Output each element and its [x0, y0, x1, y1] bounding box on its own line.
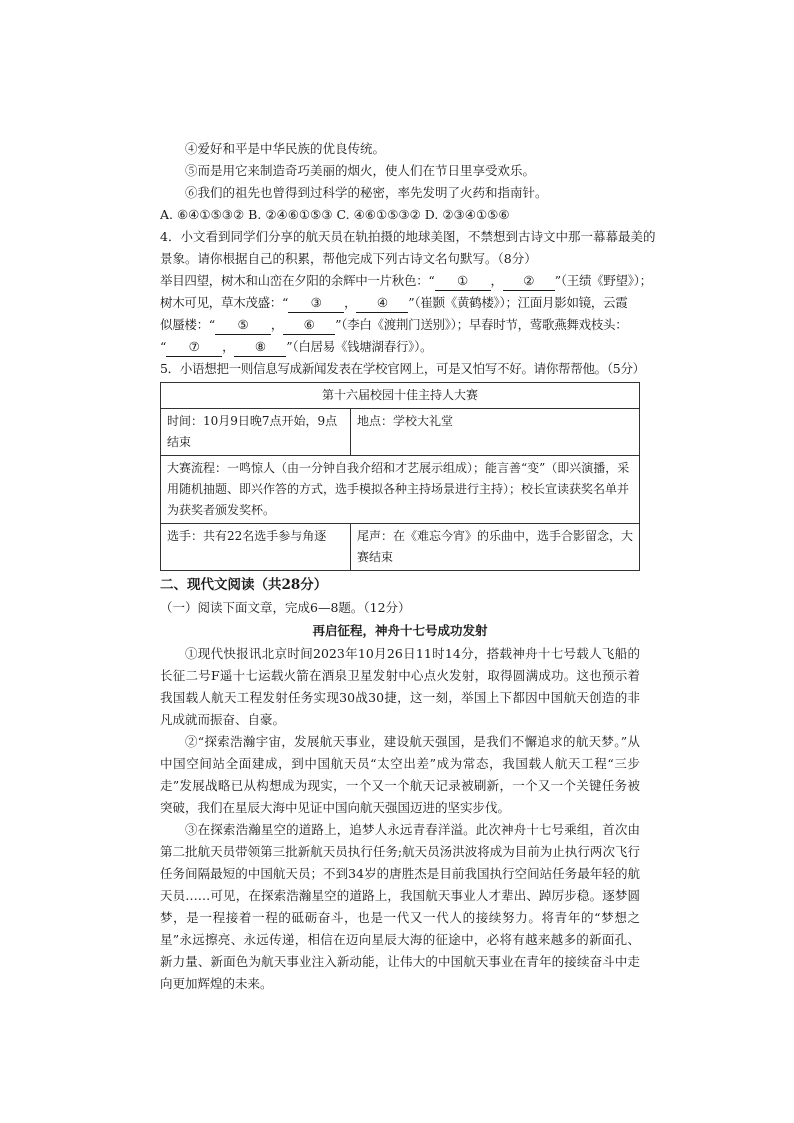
dictation-line-3: [160, 314, 640, 336]
option-line: ⑤而是用它来制造奇巧美丽的烟火，使人们在节日里享受欢乐。: [185, 163, 536, 178]
dictation-text: 似蜃楼：“: [160, 317, 215, 332]
section-heading: 二、现代文阅读（共28分）: [160, 577, 328, 593]
dictation-source: ”（白居易《钱塘湖春行》）。: [286, 339, 433, 354]
dictation-source: ”（王绩《野望》）；: [554, 273, 652, 288]
comma: ，: [270, 317, 284, 332]
dictation-text: 树木可见，草木茂盛：“: [160, 295, 289, 310]
article-title: 再启征程，神舟十七号成功发射: [312, 623, 488, 638]
article-paragraph-3: ③在探索浩瀚星空的道路上，追梦人永远青春洋溢。此次神舟十七号乘组，首次由第二批航天员带领第三批新航天员执行任务;航天员汤洪波将成为目前为止执行两次飞行任务间隔最短的中国航天员；不到34岁的唐胜杰是目前我国执行空间站任务最年轻的航天员……可见，在探索浩瀚星空的道路上，我国航天事业人才辈出、踔厉步稳。逐梦圆梦，是一程接着一程的砥砺奋斗，也是一代又一代人的接续努力。将青年的“梦想之星”永远擦亮、永远传递，相信在迈向星辰大海的征途中，必将有越来越多的新面孔、新力量、新面色为航天事业注入新动能，让伟大的中国航天事业在青年的接续奋斗中走向更加辉煌的未来。: [160, 822, 640, 991]
dictation-blank-3[interactable]: ③: [288, 294, 344, 313]
table-cell-process: 大赛流程：一鸣惊人（由一分钟自我介绍和才艺展示组成）；能言善“变”（即兴演播，采用随机抽题、即兴作答的方式，选手模拟各种主持场景进行主持）；校长宣读获奖名单并为获奖者颁发奖杯。: [161, 456, 640, 524]
q5-prompt: 5．小语想把一则信息写成新闻发表在学校官网上，可是又怕写不好。请你帮帮他。（5分）: [160, 361, 645, 376]
dictation-blank-5[interactable]: ⑤: [215, 316, 271, 335]
comma: ，: [490, 273, 503, 288]
dictation-blank-8[interactable]: ⑧: [234, 338, 286, 357]
article-paragraph-2: ②“探索浩瀚宇宙，发展航天事业，建设航天强国，是我们不懈追求的航天梦。”从中国空间站全面建成，到中国航天员“太空出差”成为常态，我国载人航天工程“三步走”发展战略已从构想成为现实，一个又一个航天记录被刷新，一个又一个关键任务被突破，我们在星辰大海中见证中国向航天强国迈进的坚实步伐。: [160, 734, 640, 815]
q4-prompt-line: 4．小文看到同学们分享的航天员在轨拍摄的地球美图，不禁想到古诗文中那一幕幕最美的: [160, 229, 656, 244]
dictation-text: “: [160, 339, 167, 354]
table-cell-ending: 尾声：在《难忘今宵》的乐曲中，选手合影留念，大赛结束: [351, 524, 640, 571]
q4-prompt-line: 景象。请你根据自己的积累，帮他完成下列古诗文名句默写。（8分）: [160, 251, 537, 266]
dictation-blank-1[interactable]: ①: [435, 272, 491, 291]
page-content: [160, 138, 656, 995]
dictation-text: 举目四望，树木和山峦在夕阳的余辉中一片秋色：“: [160, 273, 435, 288]
dictation-source: ”（崔颢《黄鹤楼》）；江面月影如镜，云霞: [408, 295, 628, 310]
news-info-table: [160, 382, 640, 571]
option-line: ④爱好和平是中华民族的优良传统。: [185, 141, 386, 156]
dictation-line-4: [160, 336, 640, 358]
table-title: 第十六届校园十佳主持人大赛: [161, 383, 640, 409]
article-paragraph-1: ①现代快报讯北京时间2023年10月26日11时14分，搭载神舟十七号载人飞船的长征二号F遥十七运载火箭在酒泉卫星发射中心点火发射，取得圆满成功。这也预示着我国载人航天工程发射任务实现30战30捷，这一刻，举国上下都因中国航天创造的非凡成就而振奋、自豪。: [160, 646, 640, 727]
dictation-blank-4[interactable]: ④: [356, 294, 408, 313]
option-line: ⑥我们的祖先也曾得到过科学的秘密，率先发明了火药和指南针。: [185, 185, 548, 200]
dictation-blank-7[interactable]: ⑦: [166, 338, 222, 357]
dictation-source: ”（李白《渡荆门送别》）；早春时节，莺歌燕舞戏枝头：: [335, 317, 628, 332]
dictation-blank-6[interactable]: ⑥: [283, 316, 335, 335]
table-cell-players: 选手：共有22名选手参与角逐: [161, 524, 351, 571]
comma: ，: [344, 295, 357, 310]
answer-choices: A. ⑥④①⑤③② B. ②④⑥①⑤③ C. ④⑥①⑤③② D. ②③④①⑤⑥: [160, 207, 510, 222]
comma: ，: [222, 339, 235, 354]
dictation-line-1: [160, 270, 652, 292]
dictation-blank-2[interactable]: ②: [503, 272, 555, 291]
dictation-line-2: [160, 292, 640, 314]
table-cell-place: 地点：学校大礼堂: [351, 409, 640, 456]
reading-instruction: （一）阅读下面文章，完成6—8题。（12分）: [160, 600, 411, 615]
table-cell-time: 时间：10月9日晚7点开始，9点结束: [161, 409, 351, 456]
